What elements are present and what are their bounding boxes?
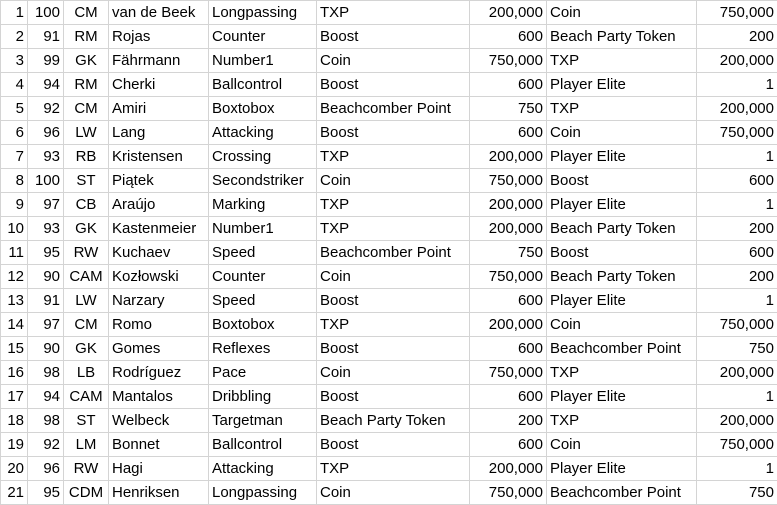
table-row [1,169,777,193]
position-cell[interactable]: CAM [64,265,109,289]
rating-cell[interactable]: 95 [28,481,64,505]
cost-item-cell[interactable]: Coin [317,169,470,193]
reward-item-cell[interactable]: Player Elite [547,73,697,97]
player-name-cell[interactable]: Kuchaev [109,241,209,265]
trait-cell[interactable]: Marking [209,193,317,217]
row-number-cell[interactable]: 6 [1,121,28,145]
row-number-cell[interactable]: 7 [1,145,28,169]
cost-item-cell[interactable]: TXP [317,193,470,217]
cost-amount-cell[interactable]: 200,000 [470,1,547,25]
rating-cell[interactable]: 98 [28,409,64,433]
reward-item-cell[interactable]: Player Elite [547,385,697,409]
rating-cell[interactable]: 92 [28,433,64,457]
trait-cell[interactable]: Ballcontrol [209,433,317,457]
row-number-cell[interactable]: 4 [1,73,28,97]
position-cell[interactable]: RM [64,73,109,97]
reward-amount-cell[interactable]: 600 [697,169,777,193]
cost-item-cell[interactable]: Beachcomber Point [317,97,470,121]
player-name-cell[interactable]: Lang [109,121,209,145]
reward-item-cell[interactable]: TXP [547,409,697,433]
cost-item-cell[interactable]: TXP [317,1,470,25]
cost-amount-cell[interactable]: 200,000 [470,457,547,481]
rating-cell[interactable]: 93 [28,145,64,169]
trait-cell[interactable]: Longpassing [209,481,317,505]
reward-item-cell[interactable]: Coin [547,313,697,337]
cost-amount-cell[interactable]: 200,000 [470,145,547,169]
position-cell[interactable]: CM [64,313,109,337]
cost-amount-cell[interactable]: 750,000 [470,265,547,289]
table-row [1,145,777,169]
rating-cell[interactable]: 91 [28,25,64,49]
table-row [1,289,777,313]
rating-cell[interactable]: 100 [28,1,64,25]
cost-amount-cell[interactable]: 600 [470,289,547,313]
cost-amount-cell[interactable]: 750,000 [470,49,547,73]
trait-cell[interactable]: Targetman [209,409,317,433]
player-name-cell[interactable]: Fährmann [109,49,209,73]
row-number-cell[interactable]: 9 [1,193,28,217]
trait-cell[interactable]: Reflexes [209,337,317,361]
cost-item-cell[interactable]: TXP [317,313,470,337]
reward-amount-cell[interactable]: 750,000 [697,1,777,25]
cost-item-cell[interactable]: Coin [317,265,470,289]
cost-amount-cell[interactable]: 600 [470,433,547,457]
cost-amount-cell[interactable]: 200 [470,409,547,433]
trait-cell[interactable]: Crossing [209,145,317,169]
position-cell[interactable]: CDM [64,481,109,505]
rating-cell[interactable]: 90 [28,265,64,289]
cost-item-cell[interactable]: Boost [317,433,470,457]
cost-amount-cell[interactable]: 200,000 [470,217,547,241]
reward-amount-cell[interactable]: 200,000 [697,361,777,385]
trait-cell[interactable]: Secondstriker [209,169,317,193]
rating-cell[interactable]: 96 [28,121,64,145]
cost-amount-cell[interactable]: 750,000 [470,361,547,385]
trait-cell[interactable]: Counter [209,265,317,289]
player-name-cell[interactable]: Kristensen [109,145,209,169]
player-name-cell[interactable]: Romo [109,313,209,337]
reward-amount-cell[interactable]: 1 [697,145,777,169]
rating-cell[interactable]: 97 [28,193,64,217]
position-cell[interactable]: CM [64,97,109,121]
row-number-cell[interactable]: 13 [1,289,28,313]
reward-item-cell[interactable]: Beach Party Token [547,217,697,241]
trait-cell[interactable]: Speed [209,289,317,313]
cost-amount-cell[interactable]: 600 [470,73,547,97]
cost-amount-cell[interactable]: 750,000 [470,481,547,505]
row-number-cell[interactable]: 16 [1,361,28,385]
cost-item-cell[interactable]: TXP [317,217,470,241]
row-number-cell[interactable]: 12 [1,265,28,289]
table-row [1,457,777,481]
row-number-cell[interactable]: 15 [1,337,28,361]
cost-amount-cell[interactable]: 600 [470,121,547,145]
reward-item-cell[interactable]: TXP [547,97,697,121]
reward-amount-cell[interactable]: 200 [697,265,777,289]
rating-cell[interactable]: 94 [28,73,64,97]
position-cell[interactable]: LW [64,289,109,313]
rating-cell[interactable]: 91 [28,289,64,313]
cost-item-cell[interactable]: Coin [317,361,470,385]
table-row [1,1,777,25]
player-name-cell[interactable]: Welbeck [109,409,209,433]
reward-amount-cell[interactable]: 1 [697,73,777,97]
trait-cell[interactable]: Counter [209,25,317,49]
player-name-cell[interactable]: Araújo [109,193,209,217]
reward-amount-cell[interactable]: 750,000 [697,313,777,337]
table-body [1,1,777,505]
row-number-cell[interactable]: 19 [1,433,28,457]
table-row [1,361,777,385]
player-name-cell[interactable]: Kozłowski [109,265,209,289]
player-name-cell[interactable]: Henriksen [109,481,209,505]
reward-amount-cell[interactable]: 1 [697,193,777,217]
cost-amount-cell[interactable]: 750 [470,241,547,265]
player-name-cell[interactable]: Piątek [109,169,209,193]
reward-item-cell[interactable]: Coin [547,433,697,457]
trait-cell[interactable]: Longpassing [209,1,317,25]
position-cell[interactable]: GK [64,337,109,361]
table-row [1,241,777,265]
table-row [1,313,777,337]
position-cell[interactable]: GK [64,217,109,241]
row-number-cell[interactable]: 1 [1,1,28,25]
row-number-cell[interactable]: 2 [1,25,28,49]
row-number-cell[interactable]: 5 [1,97,28,121]
position-cell[interactable]: CM [64,1,109,25]
position-cell[interactable]: RM [64,25,109,49]
position-cell[interactable]: LB [64,361,109,385]
cost-amount-cell[interactable]: 750 [470,97,547,121]
player-name-cell[interactable]: Bonnet [109,433,209,457]
table-row [1,481,777,505]
table-row [1,337,777,361]
row-number-cell[interactable]: 20 [1,457,28,481]
cost-item-cell[interactable]: Boost [317,73,470,97]
reward-amount-cell[interactable]: 200,000 [697,409,777,433]
player-name-cell[interactable]: Narzary [109,289,209,313]
position-cell[interactable]: GK [64,49,109,73]
reward-amount-cell[interactable]: 750 [697,337,777,361]
reward-item-cell[interactable]: Player Elite [547,193,697,217]
cost-item-cell[interactable]: Boost [317,385,470,409]
reward-item-cell[interactable]: Player Elite [547,457,697,481]
position-cell[interactable]: RW [64,241,109,265]
row-number-cell[interactable]: 10 [1,217,28,241]
reward-amount-cell[interactable]: 200 [697,217,777,241]
row-number-cell[interactable]: 21 [1,481,28,505]
trait-cell[interactable]: Attacking [209,457,317,481]
trait-cell[interactable]: Boxtobox [209,313,317,337]
trait-cell[interactable]: Number1 [209,217,317,241]
rating-cell[interactable]: 99 [28,49,64,73]
position-cell[interactable]: RW [64,457,109,481]
rating-cell[interactable]: 92 [28,97,64,121]
rating-cell[interactable]: 100 [28,169,64,193]
table-row [1,97,777,121]
rating-cell[interactable]: 97 [28,313,64,337]
row-number-cell[interactable]: 8 [1,169,28,193]
rating-cell[interactable]: 96 [28,457,64,481]
reward-item-cell[interactable]: Beachcomber Point [547,481,697,505]
cost-item-cell[interactable]: TXP [317,457,470,481]
player-name-cell[interactable]: Gomes [109,337,209,361]
reward-item-cell[interactable]: Beachcomber Point [547,337,697,361]
trait-cell[interactable]: Number1 [209,49,317,73]
rating-cell[interactable]: 95 [28,241,64,265]
cost-item-cell[interactable]: Beachcomber Point [317,241,470,265]
row-number-cell[interactable]: 17 [1,385,28,409]
table-row [1,49,777,73]
table-row [1,217,777,241]
reward-item-cell[interactable]: Beach Party Token [547,25,697,49]
cost-item-cell[interactable]: Boost [317,289,470,313]
reward-amount-cell[interactable]: 1 [697,385,777,409]
trait-cell[interactable]: Boxtobox [209,97,317,121]
trait-cell[interactable]: Pace [209,361,317,385]
reward-amount-cell[interactable]: 750 [697,481,777,505]
row-number-cell[interactable]: 3 [1,49,28,73]
player-name-cell[interactable]: Rojas [109,25,209,49]
trait-cell[interactable]: Attacking [209,121,317,145]
reward-amount-cell[interactable]: 750,000 [697,433,777,457]
cost-item-cell[interactable]: Beach Party Token [317,409,470,433]
cost-item-cell[interactable]: Coin [317,49,470,73]
position-cell[interactable]: CB [64,193,109,217]
player-name-cell[interactable]: Rodríguez [109,361,209,385]
reward-amount-cell[interactable]: 200,000 [697,49,777,73]
table-row [1,25,777,49]
position-cell[interactable]: ST [64,169,109,193]
reward-item-cell[interactable]: TXP [547,49,697,73]
table-row [1,193,777,217]
cost-item-cell[interactable]: TXP [317,145,470,169]
table-row [1,433,777,457]
cost-amount-cell[interactable]: 200,000 [470,193,547,217]
reward-item-cell[interactable]: Player Elite [547,145,697,169]
reward-amount-cell[interactable]: 200 [697,25,777,49]
trait-cell[interactable]: Ballcontrol [209,73,317,97]
cost-amount-cell[interactable]: 600 [470,385,547,409]
player-name-cell[interactable]: Kastenmeier [109,217,209,241]
cost-item-cell[interactable]: Boost [317,25,470,49]
player-name-cell[interactable]: Mantalos [109,385,209,409]
reward-item-cell[interactable]: Player Elite [547,289,697,313]
row-number-cell[interactable]: 11 [1,241,28,265]
cost-item-cell[interactable]: Coin [317,481,470,505]
reward-item-cell[interactable]: TXP [547,361,697,385]
reward-amount-cell[interactable]: 1 [697,289,777,313]
table-row [1,409,777,433]
player-name-cell[interactable]: van de Beek [109,1,209,25]
cost-amount-cell[interactable]: 600 [470,25,547,49]
reward-amount-cell[interactable]: 200,000 [697,97,777,121]
cost-item-cell[interactable]: Boost [317,337,470,361]
reward-amount-cell[interactable]: 1 [697,457,777,481]
cost-item-cell[interactable]: Boost [317,121,470,145]
table-row [1,385,777,409]
table-row [1,121,777,145]
row-number-cell[interactable]: 18 [1,409,28,433]
player-name-cell[interactable]: Cherki [109,73,209,97]
reward-amount-cell[interactable]: 750,000 [697,121,777,145]
position-cell[interactable]: CAM [64,385,109,409]
rating-cell[interactable]: 90 [28,337,64,361]
trait-cell[interactable]: Speed [209,241,317,265]
position-cell[interactable]: LW [64,121,109,145]
trait-cell[interactable]: Dribbling [209,385,317,409]
reward-item-cell[interactable]: Beach Party Token [547,265,697,289]
player-name-cell[interactable]: Amiri [109,97,209,121]
reward-amount-cell[interactable]: 600 [697,241,777,265]
position-cell[interactable]: RB [64,145,109,169]
table-row [1,73,777,97]
position-cell[interactable]: ST [64,409,109,433]
table-row [1,265,777,289]
reward-item-cell[interactable]: Boost [547,169,697,193]
row-number-cell[interactable]: 14 [1,313,28,337]
player-name-cell[interactable]: Hagi [109,457,209,481]
reward-item-cell[interactable]: Boost [547,241,697,265]
reward-item-cell[interactable]: Coin [547,1,697,25]
position-cell[interactable]: LM [64,433,109,457]
rating-cell[interactable]: 94 [28,385,64,409]
reward-item-cell[interactable]: Coin [547,121,697,145]
cost-amount-cell[interactable]: 200,000 [470,313,547,337]
cost-amount-cell[interactable]: 600 [470,337,547,361]
rating-cell[interactable]: 98 [28,361,64,385]
cost-amount-cell[interactable]: 750,000 [470,169,547,193]
rating-cell[interactable]: 93 [28,217,64,241]
